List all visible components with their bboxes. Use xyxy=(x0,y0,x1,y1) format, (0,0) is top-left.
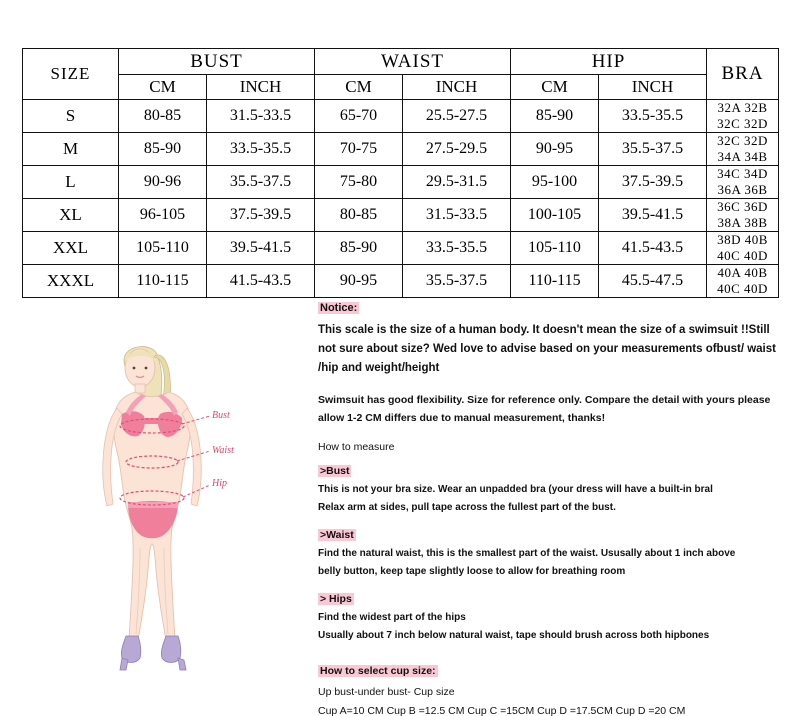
cell-waist-inch: 31.5-33.5 xyxy=(403,199,511,232)
cell-waist-inch: 27.5-29.5 xyxy=(403,133,511,166)
cell-bust-cm: 105-110 xyxy=(119,232,207,265)
header-size: SIZE xyxy=(23,49,119,100)
notice-title: Notice: xyxy=(320,302,358,314)
cell-bust-cm: 96-105 xyxy=(119,199,207,232)
cell-hip-inch: 41.5-43.5 xyxy=(599,232,707,265)
bust-label: Bust xyxy=(212,410,230,421)
cell-waist-cm: 65-70 xyxy=(315,100,403,133)
cell-waist-cm: 90-95 xyxy=(315,265,403,298)
notice-body: This scale is the size of a human body. It doesn't mean the size of a swimsuit !!Still not sure about size? Wed love to advise based on your measurements ofbust/ waist /hip and weight/height xyxy=(318,324,776,374)
waist-label: Waist xyxy=(212,445,234,456)
header-waist-cm: CM xyxy=(315,75,403,100)
cell-hip-inch: 45.5-47.5 xyxy=(599,265,707,298)
hips-instruction-line-2: Usually about 7 inch below natural waist, tape should brush across both hipbones xyxy=(318,629,710,641)
cell-bust-inch: 41.5-43.5 xyxy=(207,265,315,298)
cell-hip-cm: 90-95 xyxy=(511,133,599,166)
cell-size: XXXL xyxy=(23,265,119,298)
cell-bust-inch: 33.5-35.5 xyxy=(207,133,315,166)
cell-bra: 32A 32B 32C 32D xyxy=(707,100,779,133)
cell-bra: 34C 34D 36A 36B xyxy=(707,166,779,199)
table-row xyxy=(23,232,779,265)
cell-waist-cm: 70-75 xyxy=(315,133,403,166)
cup-size-heading: How to select cup size: xyxy=(320,664,436,677)
table-row xyxy=(23,199,779,232)
cell-hip-inch: 35.5-37.5 xyxy=(599,133,707,166)
bust-section-tag: >Bust xyxy=(320,464,350,477)
cell-bust-inch: 39.5-41.5 xyxy=(207,232,315,265)
waist-instruction-line-2: belly button, keep tape slightly loose to allow for breathing room xyxy=(318,565,626,577)
table-row xyxy=(23,133,779,166)
hips-instruction-line-1: Find the widest part of the hips xyxy=(318,611,466,623)
cell-bust-cm: 110-115 xyxy=(119,265,207,298)
header-waist: WAIST xyxy=(315,49,511,75)
cell-hip-cm: 85-90 xyxy=(511,100,599,133)
cell-bra: 40A 40B 40C 40D xyxy=(707,265,779,298)
female-body-svg xyxy=(60,338,290,688)
cell-waist-inch: 33.5-35.5 xyxy=(403,232,511,265)
cell-hip-inch: 39.5-41.5 xyxy=(599,199,707,232)
cell-waist-cm: 80-85 xyxy=(315,199,403,232)
cell-bust-inch: 37.5-39.5 xyxy=(207,199,315,232)
cell-bust-inch: 31.5-33.5 xyxy=(207,100,315,133)
cell-waist-cm: 75-80 xyxy=(315,166,403,199)
cell-bra: 38D 40B 40C 40D xyxy=(707,232,779,265)
cell-bust-inch: 35.5-37.5 xyxy=(207,166,315,199)
bust-instruction-line-2: Relax arm at sides, pull tape across the fullest part of the bust. xyxy=(318,501,616,513)
size-table xyxy=(22,48,779,298)
header-bra: BRA xyxy=(707,49,779,100)
cell-hip-cm: 95-100 xyxy=(511,166,599,199)
cell-size: XXL xyxy=(23,232,119,265)
table-header-row-groups xyxy=(23,49,779,75)
header-bust-inch: INCH xyxy=(207,75,315,100)
header-hip-inch: INCH xyxy=(599,75,707,100)
cell-size: M xyxy=(23,133,119,166)
bust-instruction-line-1: This is not your bra size. Wear an unpadded bra (your dress will have a built-in bral xyxy=(318,483,713,495)
hip-label: Hip xyxy=(212,478,227,489)
measurement-guide-section xyxy=(0,278,800,716)
instructions-column xyxy=(318,298,780,716)
cell-bust-cm: 80-85 xyxy=(119,100,207,133)
table-row xyxy=(23,100,779,133)
header-hip-cm: CM xyxy=(511,75,599,100)
cell-bust-cm: 85-90 xyxy=(119,133,207,166)
cell-hip-cm: 105-110 xyxy=(511,232,599,265)
cell-hip-inch: 33.5-35.5 xyxy=(599,100,707,133)
cell-bra: 32C 32D 34A 34B xyxy=(707,133,779,166)
table-row xyxy=(23,166,779,199)
header-waist-inch: INCH xyxy=(403,75,511,100)
body-figure-illustration xyxy=(60,338,290,688)
cell-size: S xyxy=(23,100,119,133)
header-bust: BUST xyxy=(119,49,315,75)
flexibility-note: Swimsuit has good flexibility. Size for reference only. Compare the detail with yours please allow 1-2 CM differs due to manual measurement, thanks! xyxy=(318,393,771,425)
cup-size-line-2: Cup A=10 CM Cup B =12.5 CM Cup C =15CM Cup D =17.5CM Cup D =20 CM xyxy=(318,704,686,716)
cell-size: L xyxy=(23,166,119,199)
cell-size: XL xyxy=(23,199,119,232)
cup-size-line-1: Up bust-under bust- Cup size xyxy=(318,685,455,698)
cell-hip-cm: 110-115 xyxy=(511,265,599,298)
cell-waist-inch: 25.5-27.5 xyxy=(403,100,511,133)
how-to-measure-heading: How to measure xyxy=(318,440,395,453)
waist-section-tag: >Waist xyxy=(320,528,354,541)
size-table-container xyxy=(22,48,778,298)
cell-hip-cm: 100-105 xyxy=(511,199,599,232)
cell-bust-cm: 90-96 xyxy=(119,166,207,199)
cell-waist-cm: 85-90 xyxy=(315,232,403,265)
cell-hip-inch: 37.5-39.5 xyxy=(599,166,707,199)
waist-instruction-line-1: Find the natural waist, this is the smallest part of the waist. Ususally about 1 inch above xyxy=(318,547,736,559)
header-hip: HIP xyxy=(511,49,707,75)
header-bust-cm: CM xyxy=(119,75,207,100)
hips-section-tag: > Hips xyxy=(320,592,352,605)
cell-waist-inch: 35.5-37.5 xyxy=(403,265,511,298)
cell-bra: 36C 36D 38A 38B xyxy=(707,199,779,232)
cell-waist-inch: 29.5-31.5 xyxy=(403,166,511,199)
table-header-row-units xyxy=(23,75,779,100)
